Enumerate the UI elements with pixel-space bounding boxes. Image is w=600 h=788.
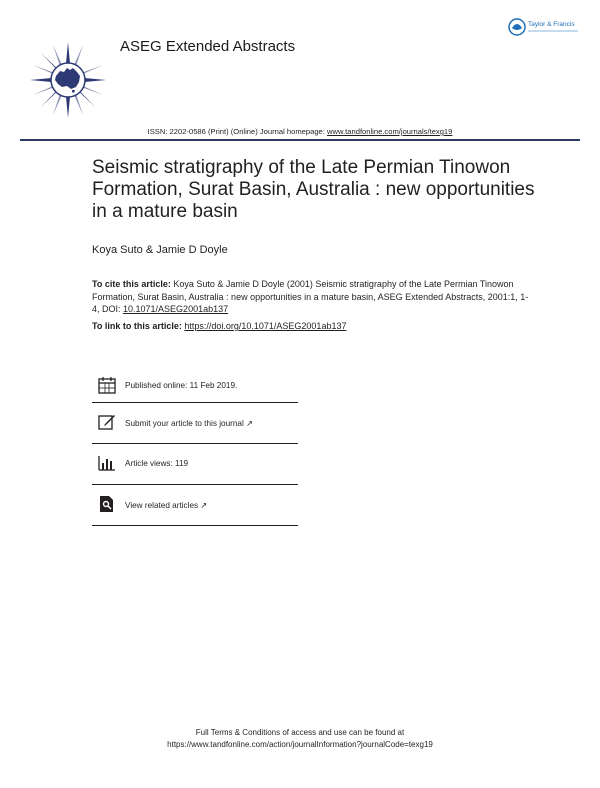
citation-text: Koya Suto & Jamie D Doyle (2001) Seismic stratigraphy of the Late Permian Tinowon Formation, Surat Basin, Australia : new opportunities in a mature basin, ASEG Extended Abstracts, 2001:1, 1-4, DOI: xyxy=(92,279,529,314)
aseg-logo xyxy=(28,40,108,120)
article-url-link[interactable]: https://doi.org/10.1071/ASEG2001ab137 xyxy=(184,321,347,331)
article-info-list xyxy=(92,366,298,526)
link-label: To link to this article: xyxy=(92,321,185,331)
published-date-row xyxy=(92,366,298,402)
publisher-logo-text: Taylor & Francis xyxy=(528,21,575,28)
footer xyxy=(0,727,600,751)
article-title: Seismic stratigraphy of the Late Permian Tinowon Formation, Surat Basin, Australia : new opportunities in a mature basin xyxy=(92,157,535,222)
related-articles-text[interactable]: View related articles ↗ xyxy=(125,501,208,510)
citation-label: To cite this article: xyxy=(92,279,171,289)
footer-terms-text: Full Terms & Conditions of access and use can be found at xyxy=(195,728,405,737)
bar-chart-icon xyxy=(98,454,116,472)
article-authors: Koya Suto & Jamie D Doyle xyxy=(92,244,228,256)
external-link-icon: ↗ xyxy=(200,501,208,510)
info-divider xyxy=(92,525,298,526)
submit-article-row[interactable] xyxy=(92,403,298,439)
issn-text: ISSN: 2202-0586 (Print) (Online) Journal homepage: xyxy=(147,127,328,136)
header-divider xyxy=(20,139,580,141)
external-link-icon: ↗ xyxy=(246,419,253,428)
search-document-icon xyxy=(98,495,116,513)
journal-homepage-link[interactable]: www.tandfonline.com/journals/texg19 xyxy=(327,127,453,136)
doi-link[interactable]: 10.1071/ASEG2001ab137 xyxy=(123,304,229,314)
citation-block xyxy=(92,278,532,316)
taylor-francis-logo xyxy=(508,16,584,38)
journal-title: ASEG Extended Abstracts xyxy=(120,38,296,55)
calendar-icon xyxy=(98,376,116,394)
issn-line xyxy=(0,127,600,136)
submit-article-text[interactable]: Submit your article to this journal ↗ xyxy=(125,419,253,428)
related-articles-row[interactable] xyxy=(92,485,298,521)
footer-url-link[interactable]: https://www.tandfonline.com/action/journalInformation?journalCode=texg19 xyxy=(167,740,433,749)
article-views-text: Article views: 119 xyxy=(125,459,189,468)
published-date-text: Published online: 11 Feb 2019. xyxy=(125,381,238,390)
edit-icon xyxy=(98,413,116,431)
article-link-line xyxy=(92,321,346,331)
article-views-row xyxy=(92,444,298,480)
